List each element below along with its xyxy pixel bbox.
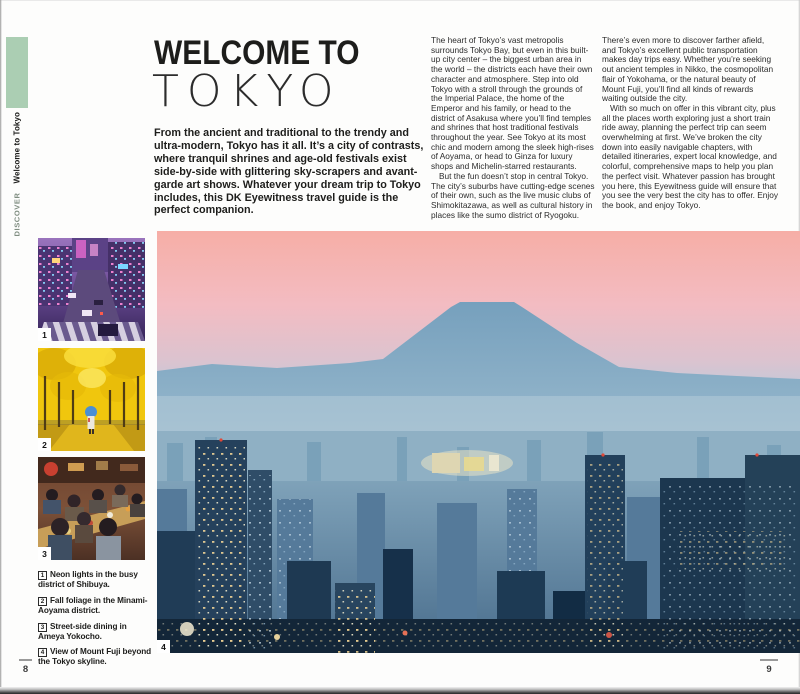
figure-caption-text: Fall foliage in the Minami-Aoyama district. [38,595,148,615]
city-skyline [157,431,800,653]
shibuya-neon-illustration [38,238,145,341]
figure-number-badge: 2 [38,438,51,451]
body-paragraph: The heart of Tokyo’s vast metropolis surrounds Tokyo Bay, but even in this built-up city center – the biggest urban area in the world – the districts each have their own character and atmosphere. Step into old Tokyo with a stroll through the grounds of the Imperial Palace, the home of the Emperor and his family, or head to the district of Asakusa where you’ll find temples and shrines that host traditional festivals throughout the year. See Tokyo at its most chic and modern among the sleek high-rises of Aoyama, or head to Ginza for luxury shops and Michelin-starred restaurants. [431,35,594,172]
figure-number-badge: 1 [38,328,51,341]
body-paragraph: With so much on offer in this vibrant city, plus all the places worth exploring just a short train ride away, planning the perfect trip can seem overwhelming at first. We’ve broken the city down into easily navigable chapters, with detailed itineraries, expert local knowledge, and colorful, comprehensive maps to help you plan the perfect visit. Whatever passion has brought you here, this Eyewitness guide will ensure that you see the very best the city has to offer. Enjoy the book, and enjoy Tokyo. [602,102,779,210]
page-number-right [760,659,778,675]
page-edge-top [0,0,800,1]
fuji-skyline-illustration [157,231,800,653]
ginkgo-avenue-illustration [38,348,145,451]
body-paragraph: But the fun doesn’t stop in central Tokyo. The city’s suburbs have cutting-edge scenes of their own, such as the live music clubs of Shimokitazawa, as well as cultural history in places like the sumo district of Ryogoku. [431,170,595,220]
page-edge-left [0,0,2,694]
figure-caption-number: 2 [38,597,47,606]
body-paragraph: There’s even more to discover farther afield, and Tokyo’s excellent public transportation makes day trips easy. Whether you’re seeking out ancient temples in Nikko, the cosmopolitan flair of Yokohama, or the natural beauty of Mount Fuji, you’ll find all kinds of rewards waiting outside the city. [602,35,774,104]
page-number-rule [760,659,778,661]
storefront [38,457,145,483]
sidebar-chapter-label: Welcome to Tokyo [12,111,22,184]
chapter-color-tab [6,37,28,108]
figure-caption-number: 4 [38,648,47,657]
figure-caption [38,596,152,616]
sidebar-vertical-label [11,111,24,237]
figure-caption [38,570,152,590]
figure-number-badge: 3 [38,547,51,560]
page-number-left [19,659,32,675]
lit-billboards [421,450,513,476]
figure-photo-shibuya-neon [38,238,145,341]
page-number-rule [19,659,32,661]
figure-caption [38,622,152,642]
figure-caption-text: Street-side dining in Ameya Yokocho. [38,621,127,641]
figure-caption-text: Neon lights in the busy district of Shibuya. [38,570,138,589]
figure-photo-fuji-skyline [157,231,800,653]
figure-caption-number: 1 [38,571,47,580]
figure-caption [38,647,152,667]
body-column-2 [602,36,779,211]
page-title-tokyo: TOKYO [152,66,342,117]
body-column-1 [431,36,595,220]
intro-paragraph: From the ancient and traditional to the trendy and ultra-modern, Tokyo has it all. It’s a city of contrasts, where tranquil shrines and age-old festivals exist side-by-side with glittering sky-scrapers and avant-garde art shows. Whatever your dream trip to Tokyo includes, this DK Eyewitness travel guide is the perfect companion. [154,127,424,217]
page-title-welcome: WELCOME TO [154,34,360,72]
figure-caption-text: View of Mount Fuji beyond the Tokyo skyline. [38,647,152,667]
page-number-value: 9 [766,663,772,675]
street-dining-illustration [38,457,145,560]
figure-caption-list [38,570,152,673]
figure-number-badge: 4 [157,640,170,653]
figure-photo-street-dining [38,457,145,560]
figure-photo-ginkgo-avenue [38,348,145,451]
figure-caption-number: 3 [38,623,47,632]
sidebar-section-label: DISCOVER [12,192,22,237]
page-number-value: 8 [22,663,29,675]
page-edge-bottom [0,687,800,694]
